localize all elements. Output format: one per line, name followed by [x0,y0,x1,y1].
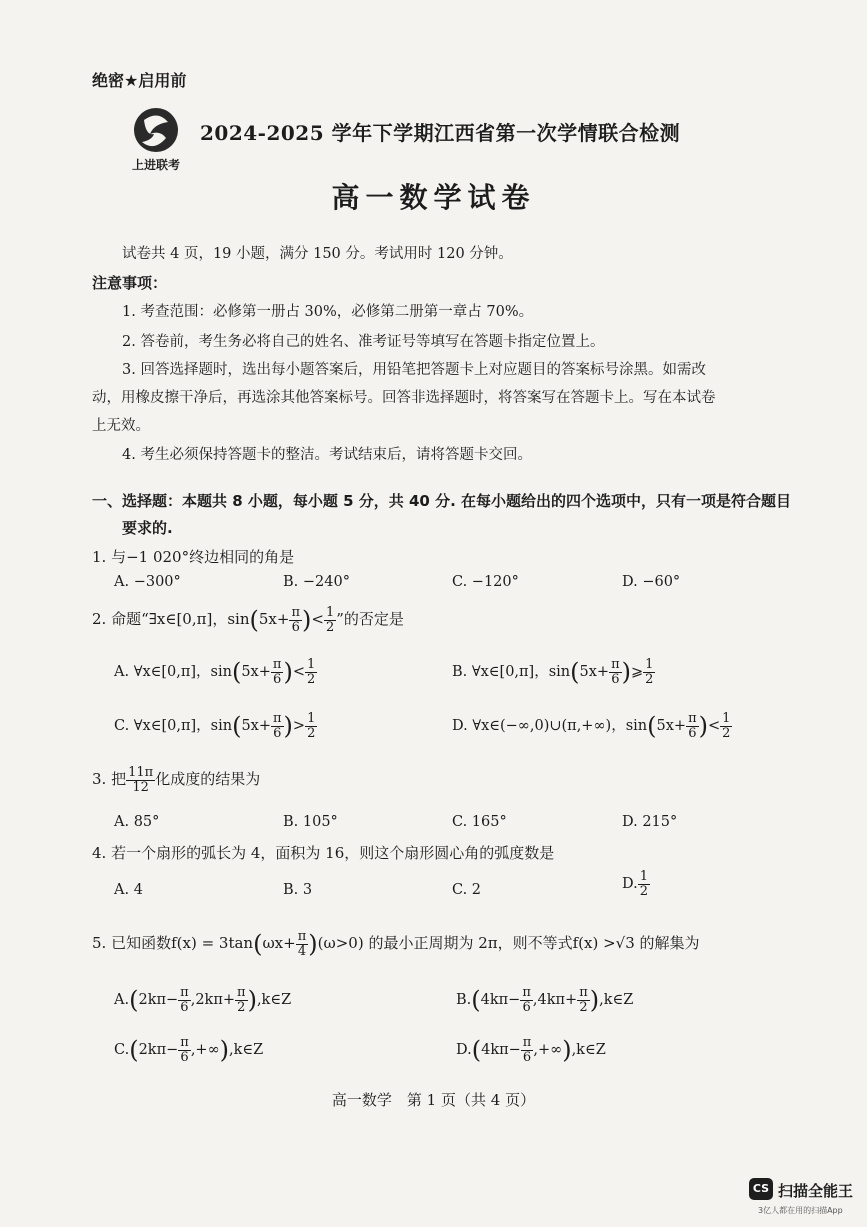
q1-option-b: B. −240° [283,574,350,590]
note-item-3-line-1: 3. 回答选择题时，选出每小题答案后，用铅笔把答题卡上对应题目的答案标号涂黑。如需改 [122,362,706,378]
note-item-1: 1. 考查范围：必修第一册占 30%，必修第二册第一章占 70%。 [122,304,534,320]
notes-heading: 注意事项： [92,274,168,292]
note-item-4: 4. 考生必须保持答题卡的整洁。考试结束后，请将答题卡交回。 [122,447,532,463]
q4-option-a: A. 4 [114,882,143,898]
confidential-label: 绝密★启用前 [92,71,187,90]
page-footer: 高一数学 第 1 页（共 4 页） [331,1091,536,1109]
q2-option-b: B. ∀x∈[0,π]，sin(5x+ $\frac{\pi}{6}$ )⩾ $\frac{1}{2}$ [452,657,654,687]
q5-option-a: A.(2kπ− $\frac{\pi}{6}$ ,2kπ+ $\frac{\pi}{2}$ ),k∈Z [114,985,292,1015]
q5-option-b: B.(4kπ− $\frac{\pi}{6}$ ,4kπ+ $\frac{\pi}{2}$ ),k∈Z [456,985,634,1015]
q3-option-a: A. 85° [114,814,160,830]
note-item-3-line-2: 动，用橡皮擦干净后，再选涂其他答案标号。回答非选择题时，将答案写在答题卡上。写在本试卷 [92,390,716,406]
camscanner-logo-icon: CS [749,1178,773,1200]
q5-stem: 5. 已知函数f(x) = 3tan(ωx+ $\frac{\pi}{4}$ )(ω>0) 的最小正周期为 2π，则不等式f(x) >√3 的解集为 [92,929,700,959]
q2-option-d: D. ∀x∈(−∞,0)∪(π,+∞)，sin(5x+ $\frac{\pi}{6}$ )< $\frac{1}{2}$ [452,711,731,741]
q2-option-a: A. ∀x∈[0,π]，sin(5x+ $\frac{\pi}{6}$ )< $\frac{1}{2}$ [114,657,316,687]
note-item-2: 2. 答卷前，考生务必将自己的姓名、准考证号等填写在答题卡指定位置上。 [122,334,605,350]
q3-option-c: C. 165° [452,814,507,830]
note-item-3-line-3: 上无效。 [92,418,150,434]
section-heading-line-1: 一、选择题：本题共 8 小题，每小题 5 分，共 40 分. 在每小题给出的四个选项中，只有一项是符合题目 [92,492,792,510]
q1-option-a: A. −300° [114,574,181,590]
q2-option-c: C. ∀x∈[0,π]，sin(5x+ $\frac{\pi}{6}$ )> $\frac{1}{2}$ [114,711,316,741]
q4-option-d: D. $\frac{1}{2}$ [622,869,648,899]
q3-option-b: B. 105° [283,814,338,830]
exam-intro: 试卷共 4 页，19 小题，满分 150 分。考试用时 120 分钟。 [122,246,513,262]
subject-title: 高一数学试卷 [331,181,536,214]
q2-stem: 2. 命题“∃x∈[0,π]，sin(5x+ $\frac{\pi}{6}$ )< $\frac{1}{2}$ ”的否定是 [92,605,404,635]
q1-option-d: D. −60° [622,574,681,590]
q4-option-b: B. 3 [283,882,313,898]
q5-option-d: D.(4kπ− $\frac{\pi}{6}$ ,+∞),k∈Z [456,1035,606,1065]
q1-stem: 1. 与−1 020°终边相同的角是 [92,548,295,566]
q1-option-c: C. −120° [452,574,519,590]
logo-label: 上进联考 [131,158,180,172]
q5-option-c: C.(2kπ− $\frac{\pi}{6}$ ,+∞),k∈Z [114,1035,264,1065]
q4-option-c: C. 2 [452,882,482,898]
exam-title: 2024-2025 学年下学期江西省第一次学情联合检测 [200,121,681,145]
publisher-logo [124,106,188,174]
logo-emblem-icon [124,106,188,158]
q4-stem: 4. 若一个扇形的弧长为 4，面积为 16，则这个扇形圆心角的弧度数是 [92,844,555,862]
q3-option-d: D. 215° [622,814,678,830]
q3-stem: 3. 把 $\frac{11\pi}{12}$ 化成度的结果为 [92,765,261,795]
camscanner-tagline: 3亿人都在用的扫描App [758,1206,843,1215]
camscanner-name: 扫描全能王 [778,1182,854,1200]
section-heading-line-2: 要求的. [122,519,173,537]
